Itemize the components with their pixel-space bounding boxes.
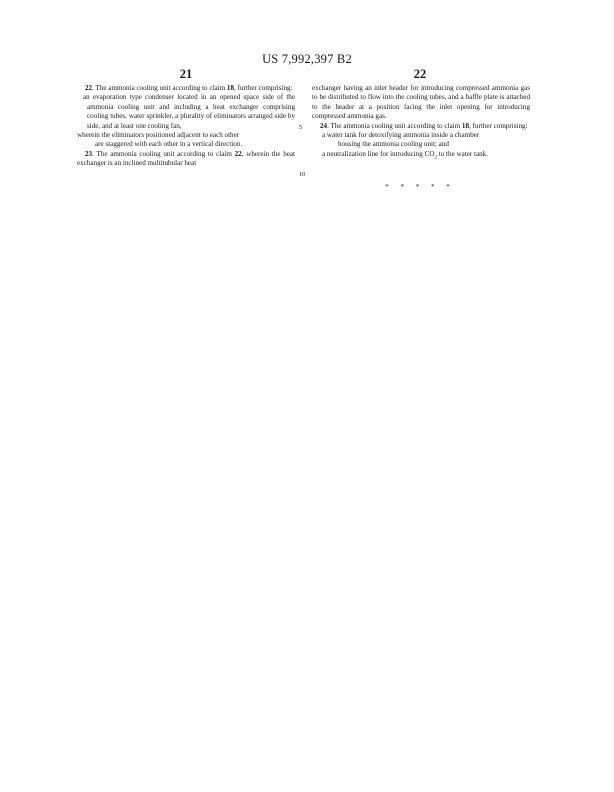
claim-24-reference: 18: [461, 121, 469, 130]
claim-23-text-tail: , wherein the heat exchanger is an inclined multitubular heat: [77, 149, 296, 168]
end-of-document-marker: * * * * *: [385, 183, 455, 191]
claim-24-element-1-continuation: housing the ammonia cooling unit; and: [338, 140, 449, 149]
right-column: [312, 84, 530, 163]
right-column-number: 22: [413, 67, 427, 81]
claim-23-continuation: exchanger having an inlet header for introducing compressed ammonia gas to be distributed to flow into the cooling tubes, and a baffle plate is attached to the header at a position facing the inlet opening for introducing compressed ammonia gas.: [312, 84, 530, 121]
claim-22-reference: 18: [226, 84, 234, 92]
claim-24-intro-tail: , further comprising:: [469, 121, 528, 130]
left-column: [77, 84, 295, 169]
co2-subscript: 2: [434, 155, 437, 161]
claim-22-element-1: an evaporation type condenser located in an opened space side of the ammonia cooling unit and including a heat exchanger comprising cooling tubes, water sprinkler, a plurality of eliminators arranged side by side, and at least one cooling fan,: [83, 93, 295, 130]
claim-24-intro: [312, 122, 530, 131]
claim-22-intro-text: . The ammonia cooling unit according to claim: [92, 84, 227, 92]
claim-24-element-2-text: a neutralization line for introducing CO: [322, 149, 435, 158]
claim-22-element-2-lead: wherein the eliminators positioned adjacent to each other: [77, 131, 240, 140]
claim-22-element-2-continuation: are staggered with each other in a vertical direction.: [95, 140, 243, 149]
claim-23-intro: [77, 150, 295, 169]
claim-22-number: 22: [85, 84, 93, 92]
claim-22-intro-tail: , further comprising:: [234, 84, 293, 92]
patent-number: US 7,992,397 B2: [262, 52, 352, 66]
line-number-10: 10: [299, 171, 306, 178]
claim-23-reference: 22: [234, 149, 242, 158]
claim-23-text: . The ammonia cooling unit according to claim: [92, 149, 235, 158]
line-number-5: 5: [299, 124, 303, 131]
left-column-number: 21: [179, 67, 193, 81]
claim-24-element-2: [312, 150, 530, 163]
claim-23-number: 23: [85, 149, 93, 158]
claim-24-intro-text: . The ammonia cooling unit according to claim: [327, 121, 462, 130]
claim-24-number: 24: [320, 121, 328, 130]
claim-24-element-2-tail: to the water tank.: [436, 149, 489, 158]
claim-24-element-1-lead: a water tank for detoxifying ammonia inside a chamber: [322, 131, 480, 140]
claim-22-intro: [77, 84, 295, 93]
